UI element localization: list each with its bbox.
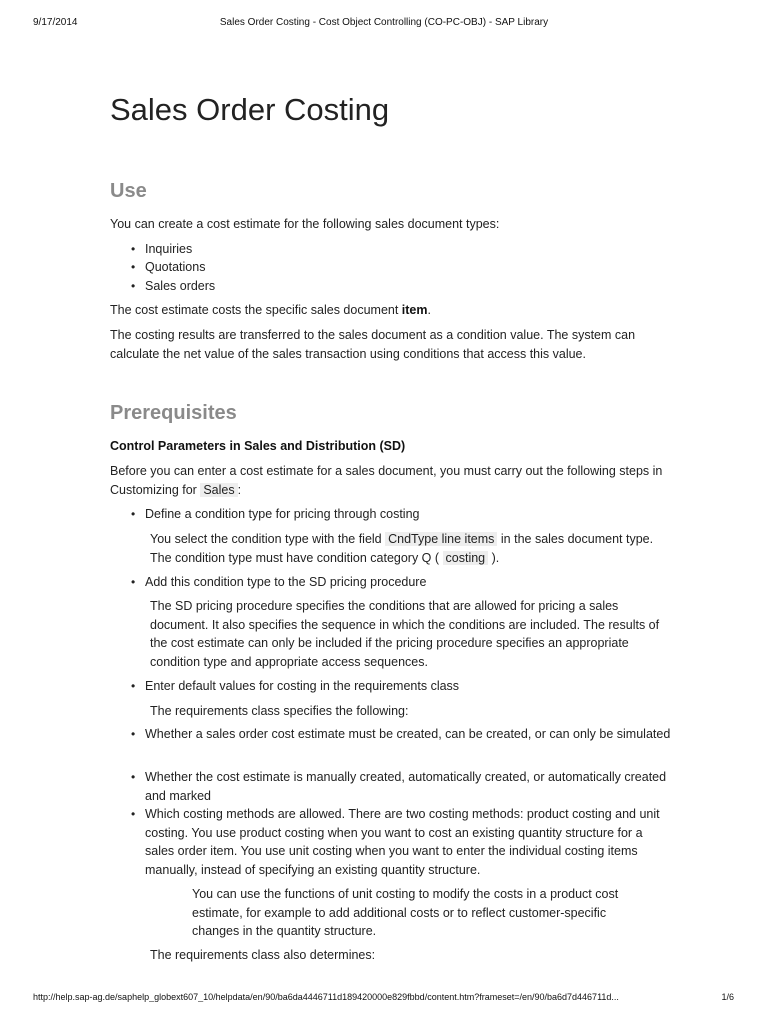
step2-detail: The SD pricing procedure specifies the conditions that are allowed for pricing a sales document. It also specifies the sequence in which the conditions are included. The results of the cost estimate can only be included if the pricing procedure specifies an appropriate condition type and appropriate access sequences. <box>150 599 660 669</box>
item-text-post: . <box>427 303 431 317</box>
list-item: • Quotations <box>145 258 675 277</box>
item-paragraph <box>110 301 665 320</box>
results-paragraph: The costing results are transferred to the sales document as a condition value. The system can calculate the net value of the sales transaction using conditions that access this value. <box>110 328 636 361</box>
use-intro: You can create a cost estimate for the following sales document types: <box>110 217 500 231</box>
use-heading: Use <box>110 180 147 202</box>
prereq-intro-text: Before you can enter a cost estimate for a sales document, you must carry out the following steps in Customizing for <box>110 464 663 497</box>
item-text-pre: The cost estimate costs the specific sales document <box>110 303 402 317</box>
prereq-intro <box>110 462 665 499</box>
list-item: • Whether a sales order cost estimate must be created, can be created, or can only be simulated <box>145 725 675 744</box>
also-determines: The requirements class also determines: <box>150 948 376 962</box>
page-title: Sales Order Costing <box>110 92 390 127</box>
sd-subheading: Control Parameters in Sales and Distribution (SD) <box>110 439 406 453</box>
print-page-title: Sales Order Costing - Cost Object Controlling (CO-PC-OBJ) - SAP Library <box>219 17 549 28</box>
list-item: • Define a condition type for pricing through costing <box>145 505 675 524</box>
unit-costing-note: You can use the functions of unit costing to modify the costs in a product cost estimate, for example to add additional costs or to reflect customer-specific changes in the quantity structure. <box>192 887 619 938</box>
sales-code: Sales <box>200 483 237 497</box>
step1-text-post: ). <box>488 550 500 565</box>
list-item: • Enter default values for costing in the requirements class <box>145 677 675 696</box>
print-header <box>0 17 768 31</box>
prerequisites-heading: Prerequisites <box>110 402 237 424</box>
item-bold: item <box>401 303 428 317</box>
list-item: • Sales orders <box>145 277 675 296</box>
list-item: • Which costing methods are allowed. There are two costing methods: product costing and unit costing. You use product costing when you want to cost an existing quantity structure for a sales order item. You use unit costing when you want to enter the individual costing items manually, instead of specifying an existing quantity structure. <box>145 805 675 879</box>
costing-code: costing <box>443 551 489 565</box>
step1-detail <box>150 530 670 567</box>
print-footer <box>0 992 768 1006</box>
step1-text-mid: in the sales document type. The condition type must have condition category Q ( <box>150 532 654 565</box>
step1-text-pre: You select the condition type with the field <box>150 532 386 546</box>
page-url: http://help.sap-ag.de/saphelp_globext607_10/helpdata/en/90/ba6da4446711d189420000e829fbbd/content.htm?frameset=/en/90/ba6d7d446711d... <box>33 992 619 1002</box>
list-item: • Inquiries <box>145 240 675 259</box>
prereq-intro-post: : <box>237 482 242 497</box>
list-item: • Add this condition type to the SD pricing procedure <box>145 573 675 592</box>
cndtype-code: CndType line items <box>385 532 497 546</box>
print-date: 9/17/2014 <box>33 17 78 28</box>
step3-detail: The requirements class specifies the following: <box>150 704 409 718</box>
page-number: 1/6 <box>721 992 734 1002</box>
list-item: • Whether the cost estimate is manually created, automatically created, or automatically created and marked <box>145 768 675 805</box>
